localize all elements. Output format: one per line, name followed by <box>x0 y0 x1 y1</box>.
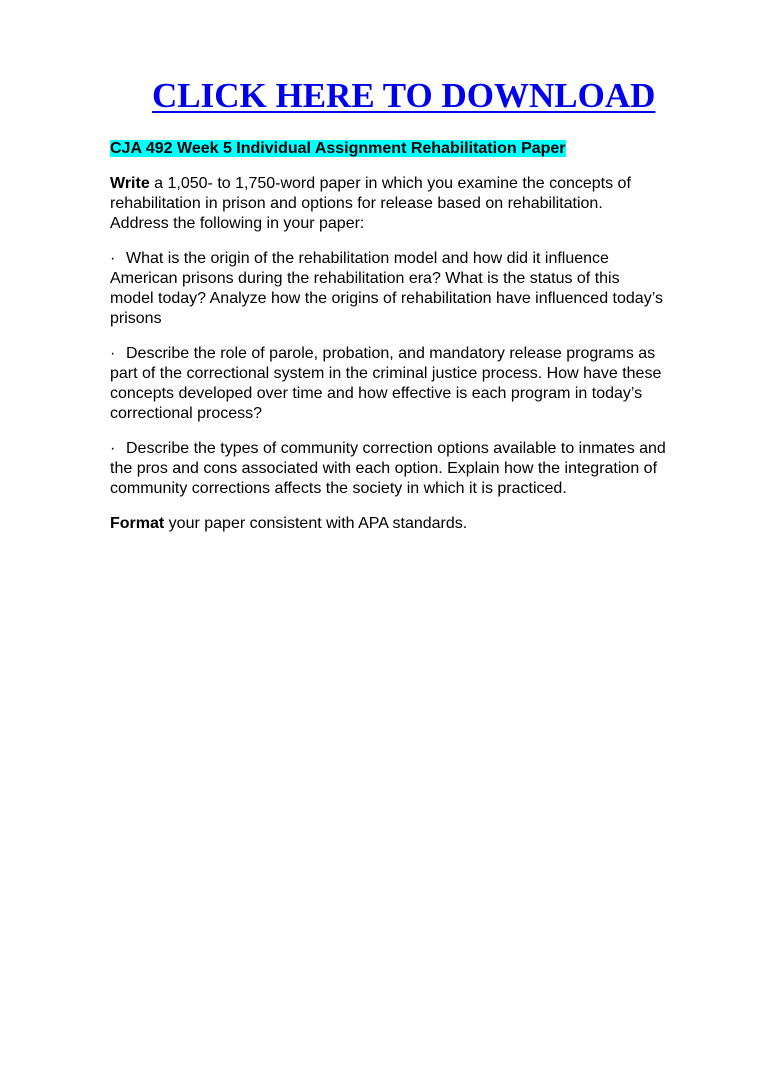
assignment-title <box>110 139 720 159</box>
bullet-1-line-1 <box>110 249 720 269</box>
bullet-2-line-1 <box>110 344 720 364</box>
bullet-1-line-2: American prisons during the rehabilitation era? What is the status of this <box>110 270 620 287</box>
bullet-2-line-3: concepts developed over time and how effective is each program in today’s <box>110 385 643 402</box>
intro-line-2: rehabilitation in prison and options for release based on rehabilitation. <box>110 195 603 212</box>
bullet-1-marker: · <box>110 250 116 267</box>
intro-paragraph <box>110 174 720 234</box>
intro-line-1-text: a 1,050- to 1,750-word paper in which you examine the concepts of <box>149 175 631 192</box>
document-body <box>110 139 720 549</box>
intro-line-1 <box>110 174 720 194</box>
bullet-2-line-1-text: Describe the role of parole, probation, and mandatory release programs as <box>126 345 656 362</box>
download-link[interactable]: CLICK HERE TO DOWNLOAD <box>152 76 656 115</box>
bullet-3-line-1 <box>110 439 720 459</box>
bullet-3-line-2: the pros and cons associated with each option. Explain how the integration of <box>110 460 658 477</box>
bullet-item-origin <box>110 249 720 329</box>
intro-line-3: Address the following in your paper: <box>110 215 365 232</box>
bullet-2-marker: · <box>110 345 116 362</box>
bullet-1-line-1-text: What is the origin of the rehabilitation model and how did it influence <box>126 250 609 267</box>
format-lead-word: Format <box>110 515 165 532</box>
bullet-1-line-3: model today? Analyze how the origins of rehabilitation have influenced today’s <box>110 290 663 307</box>
format-line <box>110 514 720 534</box>
bullet-item-parole <box>110 344 720 424</box>
bullet-item-community <box>110 439 720 499</box>
bullet-2-line-2: part of the correctional system in the criminal justice process. How have these <box>110 365 662 382</box>
format-paragraph <box>110 514 720 534</box>
bullet-2-line-4: correctional process? <box>110 405 263 422</box>
bullet-1-line-4: prisons <box>110 310 162 327</box>
assignment-title-text: CJA 492 Week 5 Individual Assignment Rehabilitation Paper <box>110 140 566 157</box>
bullet-3-line-3: community corrections affects the society in which it is practiced. <box>110 480 567 497</box>
intro-lead-word: Write <box>110 175 150 192</box>
bullet-3-marker: · <box>110 440 116 457</box>
bullet-3-line-1-text: Describe the types of community correction options available to inmates and <box>126 440 666 457</box>
format-text: your paper consistent with APA standards. <box>164 515 468 532</box>
